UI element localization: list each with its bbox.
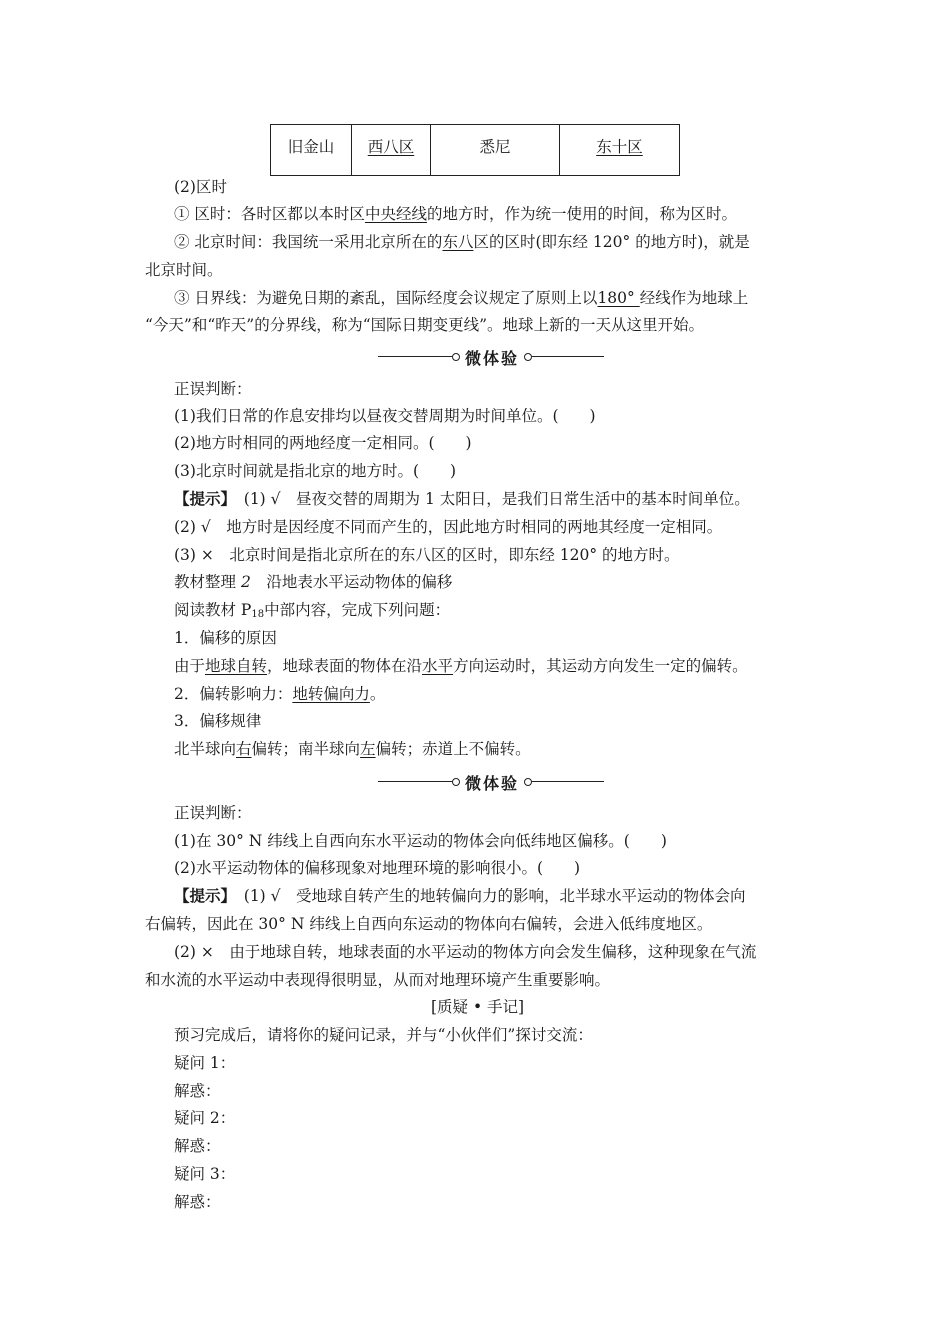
time-zone-table <box>270 124 680 176</box>
notes-line: 疑问 2： <box>174 1109 236 1127</box>
notes-line: 疑问 3： <box>174 1165 236 1183</box>
paragraph-line: ③ 日界线：为避免日期的紊乱，国际经度会议规定了原则上以180° 经线作为地球上 <box>174 289 749 307</box>
section-heading: (2)区时 <box>174 178 227 196</box>
subheading: 3．偏移规律 <box>174 712 262 730</box>
notes-line: 解惑： <box>174 1193 221 1211</box>
section-divider <box>378 346 604 368</box>
paragraph-line: “今天”和“昨天”的分界线，称为“国际日期变更线”。地球上新的一天从这里开始。 <box>145 316 705 334</box>
question-line: (1)我们日常的作息安排均以昼夜交替周期为时间单位。( ) <box>174 407 596 425</box>
question-line: (3)北京时间就是指北京的地方时。( ) <box>174 462 457 480</box>
subheading: 1．偏移的原因 <box>174 629 277 647</box>
section-heading: 教材整理 2 沿地表水平运动物体的偏移 <box>174 573 453 591</box>
paragraph-line: 正误判断： <box>174 804 252 822</box>
paragraph-line: 由于地球自转，地球表面的物体在沿水平方向运动时，其运动方向发生一定的偏转。 <box>174 657 748 675</box>
table-row <box>271 125 680 176</box>
answer-line: (3) × 北京时间是指北京所在的东八区的区时，即东经 120° 的地方时。 <box>174 546 680 564</box>
notes-line: 解惑： <box>174 1137 221 1155</box>
answer-line: 和水流的水平运动中表现得很明显，从而对地理环境产生重要影响。 <box>145 971 611 989</box>
paragraph-line: 预习完成后，请将你的疑问记录，并与“小伙伴们”探讨交流： <box>174 1026 593 1044</box>
table-cell-city: 旧金山 <box>271 125 352 176</box>
divider-title: 微体验 <box>464 349 519 368</box>
divider-title: 微体验 <box>464 774 519 793</box>
notes-line: 疑问 1： <box>174 1054 236 1072</box>
paragraph-line: 北半球向右偏转；南半球向左偏转；赤道上不偏转。 <box>174 740 531 758</box>
answer-line: (2) √ 地方时是因经度不同而产生的，因此地方时相同的两地其经度一定相同。 <box>174 518 723 536</box>
question-line: (1)在 30° N 纬线上自西向东水平运动的物体会向低纬地区偏移。( ) <box>174 832 667 850</box>
paragraph-line: ① 区时：各时区都以本时区中央经线的地方时，作为统一使用的时间，称为区时。 <box>174 205 737 223</box>
question-line: (2)水平运动物体的偏移现象对地理环境的影响很小。( ) <box>174 859 581 877</box>
paragraph-line: 阅读教材 $P_{18}$中部内容，完成下列问题： <box>174 601 451 620</box>
notes-line: 解惑： <box>174 1082 221 1100</box>
table-cell-zone: 西八区 <box>352 125 431 176</box>
hint-line: 【提示】 (1) √ 受地球自转产生的地转偏向力的影响，北半球水平运动的物体会向 <box>174 886 746 905</box>
notes-heading: [质疑 • 手记] <box>431 998 525 1016</box>
section-divider <box>378 771 604 793</box>
subheading: 2．偏转影响力：地转偏向力。 <box>174 685 386 703</box>
paragraph-line: 北京时间。 <box>145 261 223 279</box>
answer-line: 右偏转，因此在 30° N 纬线上自西向东运动的物体向右偏转，会进入低纬度地区。 <box>145 915 713 933</box>
table-cell-city: 悉尼 <box>431 125 560 176</box>
question-line: (2)地方时相同的两地经度一定相同。( ) <box>174 434 472 452</box>
answer-line: (2) × 由于地球自转，地球表面的水平运动的物体方向会发生偏移，这种现象在气流 <box>174 943 757 961</box>
paragraph-line: 正误判断： <box>174 380 252 398</box>
hint-line: 【提示】 (1) √ 昼夜交替的周期为 1 太阳日，是我们日常生活中的基本时间单位。 <box>174 489 750 508</box>
table-cell-zone: 东十区 <box>560 125 680 176</box>
paragraph-line: ② 北京时间：我国统一采用北京所在的东八区的区时(即东经 120° 的地方时)，就是 <box>174 233 750 251</box>
